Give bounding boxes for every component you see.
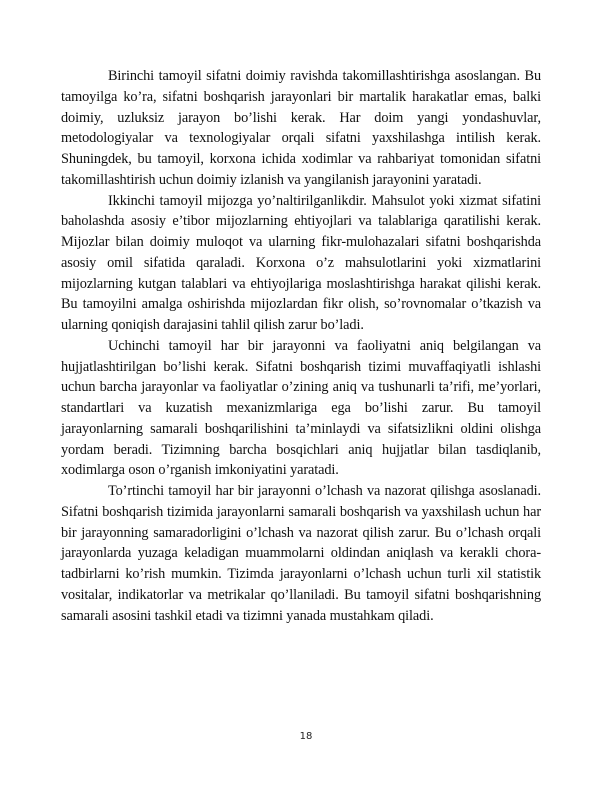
paragraph-second-principle: Ikkinchi tamoyil mijozga yo’naltirilganlikdir. Mahsulot yoki xizmat sifatini baholashda asosiy e’tibor mijozlarning ehtiyojlari va talablariga qaratilishi kerak. Mijozlar bilan doimiy muloqot va ularning fikr-mulohazalari sifatni boshqarishda asosiy omil sifatida qaraladi. Korxona o’z mahsulotlarini yoki xizmatlarini mijozlarning kutgan talablari va ehtiyojlariga moslashtirishga harakat qilishi kerak. Bu tamoyilni amalga oshirishda mijozlardan fikr olish, so’rovnomalar o’tkazish va ularning qoniqish darajasini tahlil qilish zarur bo’ladi. [61,192,541,333]
paragraph-first-principle: Birinchi tamoyil sifatni doimiy ravishda takomillashtirishga asoslangan. Bu tamoyilga ko’ra, sifatni boshqarish jarayonlari bir martalik harakatlar emas, balki doimiy, uzluksiz jarayon bo’lishi kerak. Har doim yangi yondashuvlar, metodologiyalar va texnologiyalar orqali sifatni yaxshilashga intilish kerak. Shuningdek, bu tamoyil, korxona ichida xodimlar va rahbariyat tomonidan sifatni takomillashtirish uchun doimiy izlanish va yangilanish jarayonini yaratadi. [61,68,541,188]
body-text [61,66,541,626]
paragraph-third-principle: Uchinchi tamoyil har bir jarayonni va faoliyatni aniq belgilangan va hujjatlashtirilgan bo’lishi kerak. Sifatni boshqarish tizimi muvaffaqiyatli ishlashi uchun barcha jarayonlar va faoliyatlar o’zining aniq va tushunarli ta’rifi, me’yorlari, standartlari va kuzatish mexanizmlariga ega bo’lishi zarur. Bu tamoyil jarayonlarning samarali boshqarilishini ta’minlaydi va sifatsizlikni oldini olishga yordam beradi. Tizimning barcha bosqichlari aniq hujjatlar bilan tasdiqlanib, xodimlarga oson o’rganish imkoniyatini yaratadi. [61,337,541,479]
page-number: 18 [299,731,313,742]
paragraph-fourth-principle: To’rtinchi tamoyil har bir jarayonni o’lchash va nazorat qilishga asoslanadi. Sifatni boshqarish tizimida jarayonlarni samarali boshqarish va yaxshilash uchun har bir jarayonning samaradorligini o’lchash va nazorat qilish zarur. Bu o’lchash orqali jarayonlarda yuzaga keladigan muammolarni oldindan aniqlash va kerakli chora-tadbirlarni ko’rish mumkin. Tizimda jarayonlarni o’lchash uchun turli xil statistik vositalar, indikatorlar va metrikalar qo’llaniladi. Bu tamoyil sifatni boshqarishning samarali asosini tashkil etadi va tizimni yanada mustahkam qiladi. [61,483,541,624]
